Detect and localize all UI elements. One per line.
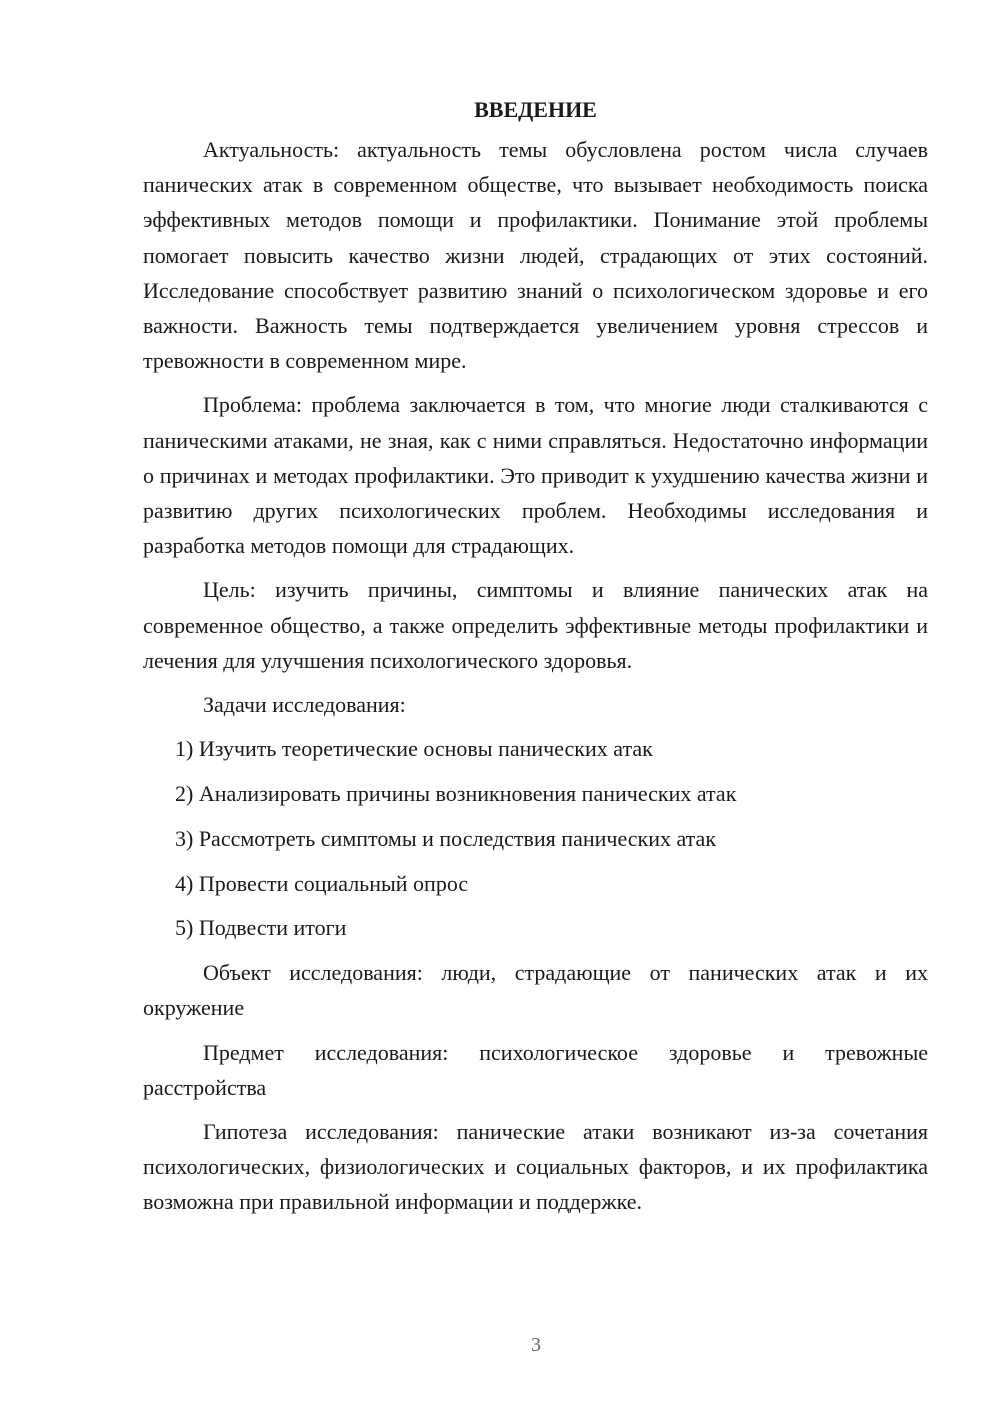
- task-item: 1) Изучить теоретические основы панических атак: [175, 736, 653, 762]
- relevance-paragraph: Актуальность: актуальность темы обусловлена ростом числа случаев панических атак в современном обществе, что вызывает необходимость поиска эффективных методов помощи и профилактики. Понимание этой проблемы помогает повысить качество жизни людей, страдающих от этих состояний. Исследование способствует развитию знаний о психологическом здоровье и его важности. Важность темы подтверждается увеличением уровня стрессов и тревожности в современном мире.: [143, 137, 928, 374]
- object-paragraph: Объект исследования: люди, страдающие от панических атак и их окружение: [143, 960, 928, 1021]
- page-content: [143, 92, 928, 1229]
- goal-paragraph: Цель: изучить причины, симптомы и влияние панических атак на современное общество, а также определить эффективные методы профилактики и лечения для улучшения психологического здоровья.: [143, 577, 928, 673]
- task-item: 4) Провести социальный опрос: [175, 870, 469, 896]
- problem-paragraph: Проблема: проблема заключается в том, что многие люди сталкиваются с паническими атаками, не зная, как с ними справляться. Недостаточно информации о причинах и методах профилактики. Это приводит к ухудшению качества жизни и развитию других психологических проблем. Необходимы исследования и разработка методов помощи для страдающих.: [143, 392, 928, 559]
- task-item: 2) Анализировать причины возникновения панических атак: [175, 781, 737, 807]
- subject-paragraph: Предмет исследования: психологическое здоровье и тревожные расстройства: [143, 1039, 928, 1100]
- hypothesis-paragraph: Гипотеза исследования: панические атаки возникают из-за сочетания психологических, физиологических и социальных факторов, и их профилактика возможна при правильной информации и поддержке.: [143, 1119, 928, 1215]
- task-item: 3) Рассмотреть симптомы и последствия панических атак: [175, 825, 717, 851]
- task-item: 5) Подвести итоги: [175, 915, 347, 941]
- tasks-title: Задачи исследования:: [203, 692, 406, 718]
- tasks-list: [143, 731, 928, 945]
- page-number: 3: [531, 1334, 541, 1356]
- section-heading: ВВЕДЕНИЕ: [474, 97, 597, 122]
